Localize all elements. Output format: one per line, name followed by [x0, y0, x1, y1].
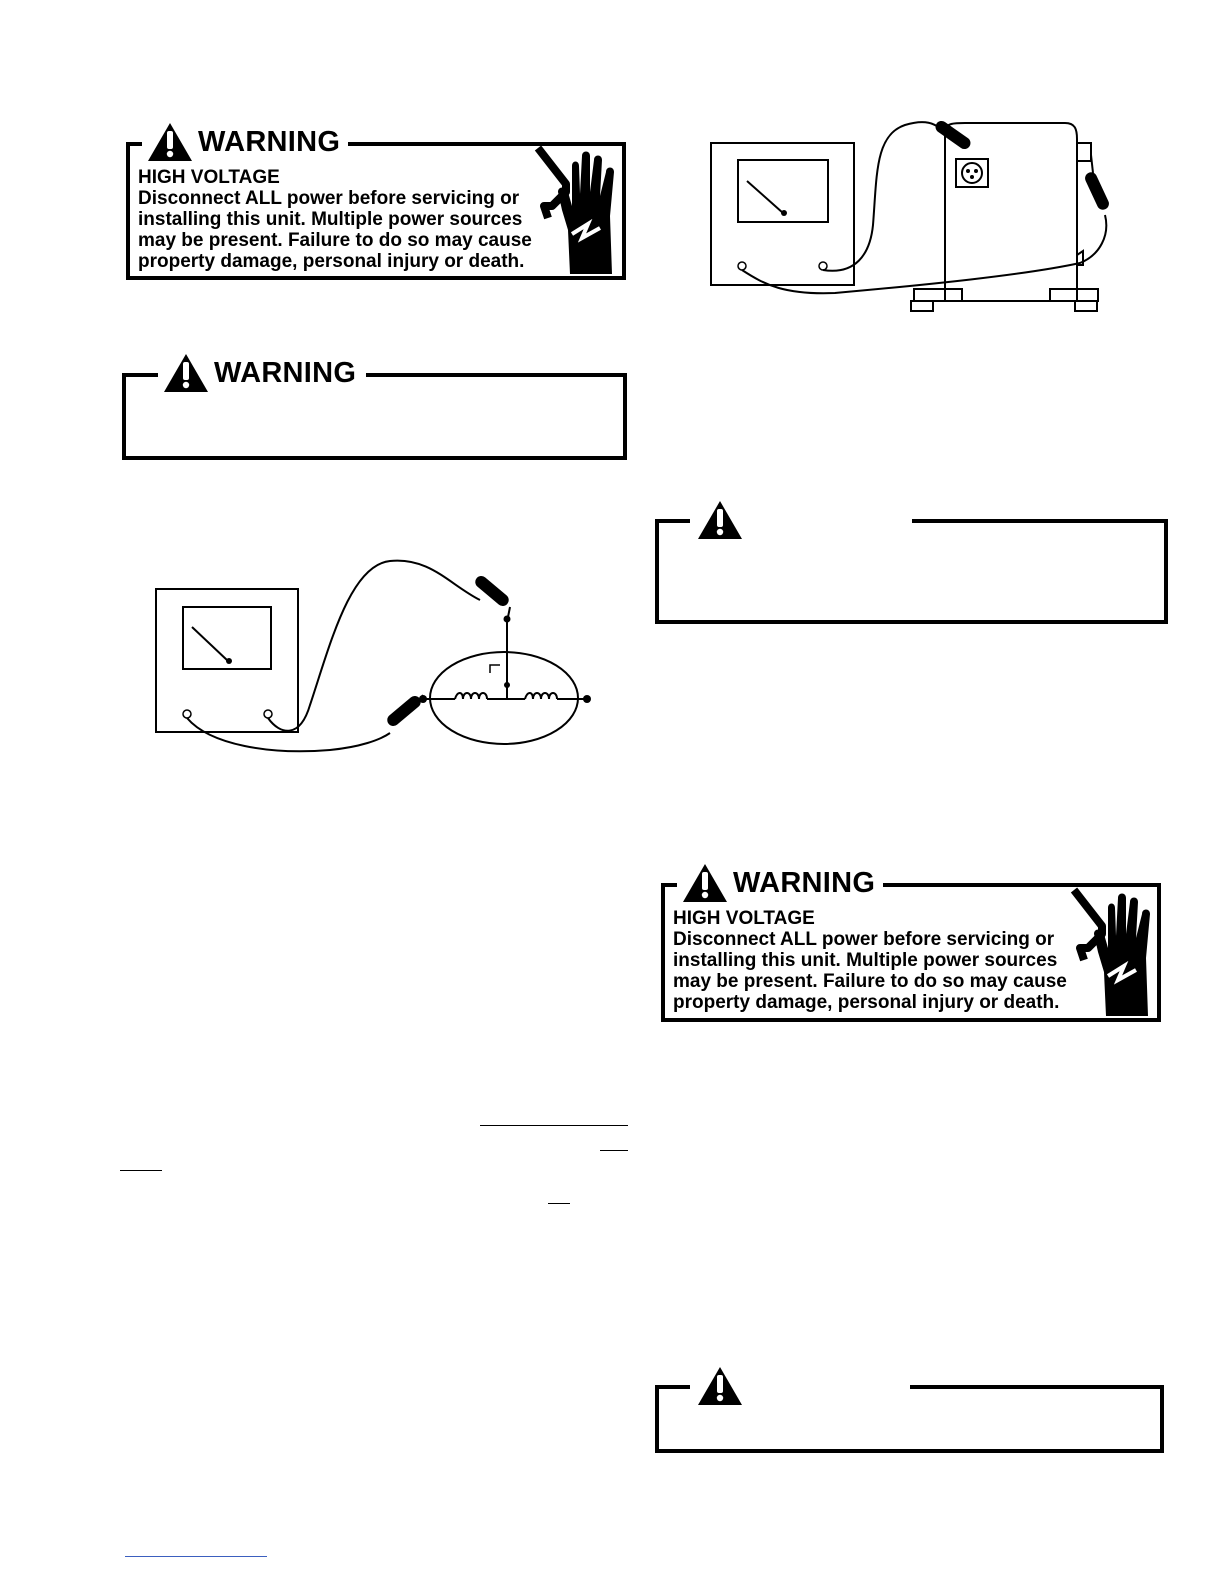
- warning-title-3: WARNING: [733, 866, 876, 899]
- form-underline: [548, 1203, 570, 1204]
- compressor-ground-test-diagram: [705, 115, 1135, 315]
- caution-header-2: [690, 1362, 910, 1410]
- form-underline: [120, 1170, 162, 1171]
- warning-title-2: WARNING: [214, 356, 357, 389]
- warning-triangle-icon: [146, 121, 194, 163]
- hand-shock-icon: [1068, 888, 1164, 1016]
- caution-header-1: [690, 496, 912, 544]
- footer-link-underline: [125, 1556, 267, 1557]
- form-underline: [600, 1150, 628, 1151]
- warning-triangle-icon: [681, 862, 729, 904]
- warning-body-3: Disconnect ALL power before servicing or installing this unit. Multiple power sources may be present. Failure to do so may cause property damage, personal injury or death.: [673, 929, 1067, 1013]
- warning-header-3: [677, 861, 883, 905]
- warning-title-1: WARNING: [198, 125, 341, 158]
- warning-header-2: [158, 350, 366, 396]
- warning-header-1: [142, 120, 348, 164]
- warning-triangle-icon: [696, 499, 744, 541]
- warning-triangle-icon: [696, 1365, 744, 1407]
- ohmmeter-icon: [711, 143, 854, 285]
- warning-line1-1: HIGH VOLTAGE: [138, 167, 280, 188]
- ohmmeter-winding-diagram: [150, 555, 620, 765]
- warning-line1-3: HIGH VOLTAGE: [673, 908, 815, 929]
- warning-body-1: Disconnect ALL power before servicing or installing this unit. Multiple power sources may be present. Failure to do so may cause property damage, personal injury or death.: [138, 188, 532, 272]
- compressor-winding-icon: [419, 616, 591, 745]
- ohmmeter-icon: [156, 589, 298, 732]
- form-underline: [480, 1125, 628, 1126]
- warning-triangle-icon: [162, 352, 210, 394]
- hand-shock-icon: [532, 146, 628, 274]
